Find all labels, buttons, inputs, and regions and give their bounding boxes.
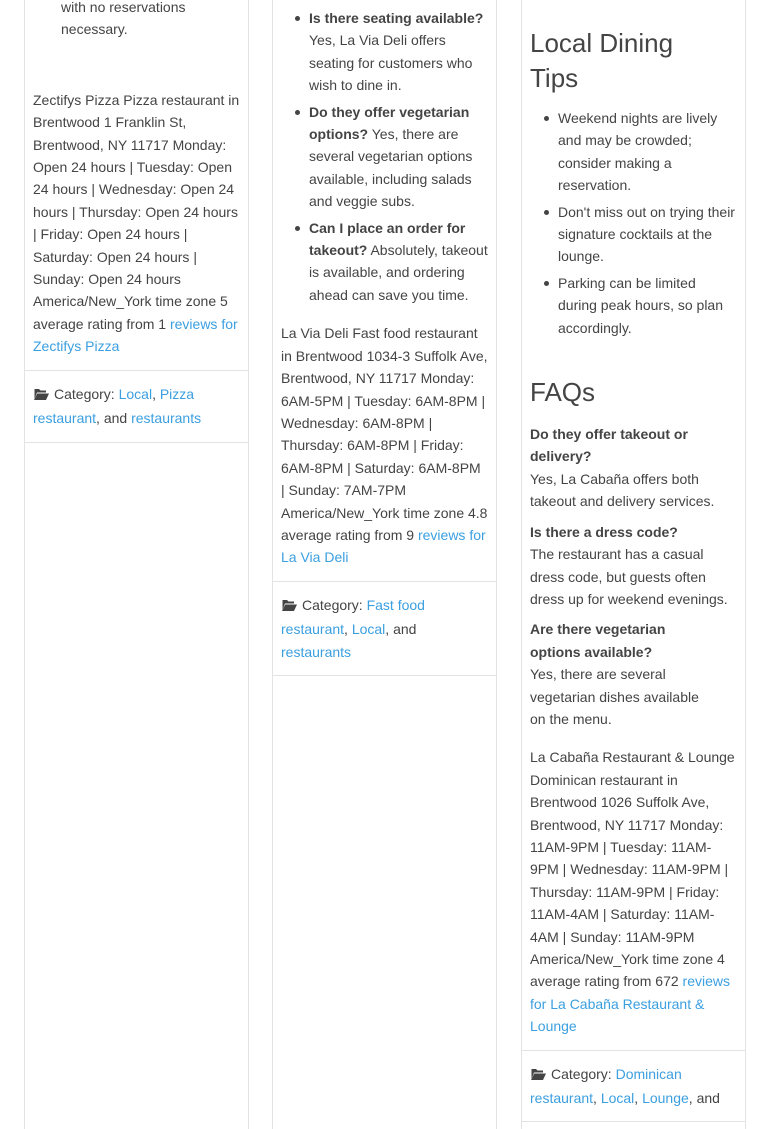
listing-card-la-via-deli xyxy=(272,0,497,1129)
listing-text: Zectifys Pizza Pizza restaurant in Brentwood 1 Franklin St, Brentwood, NY 11717 Monday: Open 24 hours | Tuesday: Open 24 hours | Wednesday: Open 24 hours | Thursday: Open 24 hours | Friday: Open 24 hours | Saturday: Open 24 hours | Sunday: Open 24 hours America/New_York time zone 5 average rating from 1 xyxy=(33,91,240,332)
faq-item xyxy=(530,521,737,611)
listing-description xyxy=(530,746,737,1037)
listing-card-la-cabana xyxy=(521,0,746,1129)
faq-answer: Yes, there are several vegetarian options available, including salads and veggie subs. xyxy=(309,126,473,210)
faq-question: Do they offer takeout or delivery? xyxy=(530,426,688,465)
reviews-link-la-via-deli[interactable]: reviews for La Via Deli xyxy=(281,526,486,566)
tip-item: Parking can be limited during peak hours, so plan accordingly. xyxy=(530,272,737,339)
faq-answer: Yes, La Via Deli offers seating for customers who wish to dine in. xyxy=(309,32,473,94)
tips-list xyxy=(530,107,737,339)
category-label: Category: xyxy=(54,385,119,402)
faq-question: Are there vegetarian options available? xyxy=(530,621,666,660)
listing-description xyxy=(33,89,240,358)
faq-list xyxy=(530,423,737,730)
faq-item xyxy=(281,101,488,213)
reviews-link-la-cabana[interactable]: reviews for La Cabaña Restaurant & Lounge xyxy=(530,973,730,1035)
faq-answer: Yes, La Cabaña offers both takeout and delivery services. xyxy=(530,470,715,510)
faq-item xyxy=(281,7,488,97)
listing-description xyxy=(281,322,488,568)
faq-question: Can I place an order for takeout? xyxy=(309,219,466,259)
folder-open-icon xyxy=(530,1065,546,1087)
reviews-link-zectifys-pizza[interactable]: reviews for Zectifys Pizza xyxy=(33,315,238,355)
listing-text: La Via Deli Fast food restaurant in Brentwood 1034-3 Suffolk Ave, Brentwood, NY 11717 Monday: 6AM-5PM | Tuesday: 6AM-8PM | Wednesday: 6AM-8PM | Thursday: 6AM-8PM | Friday: 6AM-8PM | Saturday: 6AM-8PM | Sunday: 7AM-7PM America/New_York time zone 4.8 average rating from 9 xyxy=(281,325,488,543)
category-link-dominican-restaurant[interactable]: Dominican restaurant xyxy=(530,1065,682,1107)
faq-question: Is there a dress code? xyxy=(530,523,678,540)
listing-text: La Cabaña Restaurant & Lounge Dominican restaurant in Brentwood 1026 Suffolk Ave, Brentwood, NY 11717 Monday: 11AM-9PM | Tuesday: 11AM-9PM | Wednesday: 11AM-9PM | Thursday: 11AM-9PM | Friday: 11AM-4AM | Saturday: 11AM-4AM | Sunday: 11AM-9PM America/New_York time zone 4 average rating from 672 xyxy=(530,749,735,990)
category-link-restaurants[interactable]: restaurants xyxy=(281,643,352,660)
category-link-local[interactable]: Local xyxy=(351,621,386,638)
category-footer: Category: Dominican restaurant, Local, Lounge, and xyxy=(522,1050,745,1123)
category-footer: Category: Local, Pizza restaurant, and restaurants xyxy=(25,370,248,443)
category-link-local[interactable]: Local xyxy=(600,1090,635,1107)
faq-item xyxy=(281,217,488,307)
faq-question: Is there seating available? xyxy=(309,10,484,26)
faq-question: Do they offer vegetarian options? xyxy=(309,103,470,143)
faq-answer: Yes, there are several vegetarian dishes available on the menu. xyxy=(530,666,699,727)
category-link-pizza-restaurant[interactable]: Pizza restaurant xyxy=(33,385,195,427)
category-link-fast-food-restaurant[interactable]: Fast food restaurant xyxy=(281,596,425,638)
folder-open-icon xyxy=(33,385,49,407)
category-label: Category: xyxy=(551,1065,616,1082)
faq-answer-fragment: with no reservations necessary. xyxy=(61,0,186,38)
tip-item: Weekend nights are lively and may be crowded; consider making a reservation. xyxy=(530,107,737,197)
faq-list xyxy=(281,7,488,306)
faq-answer: The restaurant has a casual dress code, but guests often dress up for weekend evenings. xyxy=(530,546,728,607)
category-label: Category: xyxy=(302,596,367,613)
category-link-restaurants[interactable]: restaurants xyxy=(131,410,202,427)
listing-card-zectifys-pizza xyxy=(24,0,249,1129)
category-link-local[interactable]: Local xyxy=(118,385,153,402)
folder-open-icon xyxy=(281,596,297,618)
category-link-lounge[interactable]: Lounge xyxy=(642,1090,689,1107)
faq-item xyxy=(530,618,737,730)
faq-answer: Absolutely, takeout is available, and ordering ahead can save you time. xyxy=(309,242,488,303)
tip-item: Don't miss out on trying their signature cocktails at the lounge. xyxy=(530,201,737,268)
category-footer: Category: Fast food restaurant, Local, and restaurants xyxy=(273,581,496,676)
faqs-heading: FAQs xyxy=(530,377,596,408)
tips-heading: Local Dining Tips xyxy=(530,28,674,93)
faq-item xyxy=(530,423,737,513)
